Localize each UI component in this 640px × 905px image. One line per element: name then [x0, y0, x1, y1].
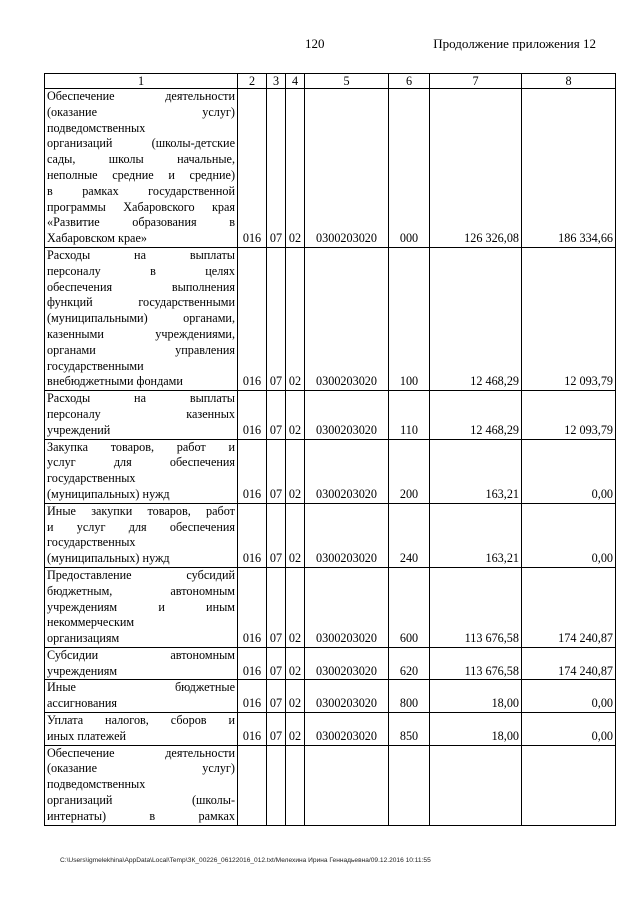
- amount-col-8: 0,00: [522, 439, 616, 503]
- description-line: (муниципальных) нужд: [47, 486, 170, 501]
- section-code: 07: [267, 647, 286, 680]
- description-line: неполные средние и средние): [47, 167, 235, 182]
- subsection-code: 02: [286, 439, 305, 503]
- amount-col-7: 12 468,29: [430, 247, 522, 390]
- description-line: ассигнования: [47, 696, 118, 711]
- ministry-code: [238, 745, 267, 825]
- continuation-label: Продолжение приложения 12: [433, 36, 596, 51]
- description-line: органами управления: [47, 342, 235, 357]
- target-article-code: 0300203020: [305, 680, 389, 713]
- expense-type-code: 620: [389, 647, 430, 680]
- row-description: [45, 567, 238, 647]
- description-line: Иные бюджетные: [47, 680, 235, 695]
- column-header-1: 1: [45, 74, 238, 89]
- description-line: Предоставление субсидий: [47, 567, 235, 582]
- description-line: и услуг для обеспечения: [47, 519, 235, 534]
- subsection-code: [286, 745, 305, 825]
- section-code: 07: [267, 89, 286, 248]
- row-description: [45, 680, 238, 713]
- subsection-code: 02: [286, 713, 305, 746]
- column-header-6: 6: [389, 74, 430, 89]
- description-line: организаций (школы-детские: [47, 136, 235, 151]
- table-header-row: [45, 74, 616, 89]
- target-article-code: 0300203020: [305, 439, 389, 503]
- description-line: «Развитие образования в: [47, 215, 235, 230]
- description-line: Субсидии автономным: [47, 647, 235, 662]
- ministry-code: 016: [238, 391, 267, 439]
- description-line: подведомственных: [47, 777, 146, 792]
- section-code: 07: [267, 680, 286, 713]
- amount-col-8: 174 240,87: [522, 647, 616, 680]
- description-line: Обеспечение деятельности: [47, 89, 235, 103]
- description-line: государственных: [47, 535, 136, 550]
- description-line: Закупка товаров, работ и: [47, 439, 235, 454]
- target-article-code: [305, 745, 389, 825]
- description-line: интернаты) в рамках: [47, 808, 235, 823]
- row-description: [45, 391, 238, 439]
- row-description: [45, 89, 238, 248]
- description-line: (оказание услуг): [47, 104, 235, 119]
- ministry-code: 016: [238, 647, 267, 680]
- section-code: 07: [267, 439, 286, 503]
- table-row: [45, 439, 616, 503]
- description-line: сады, школы начальные,: [47, 152, 235, 167]
- description-line: казенными учреждениями,: [47, 326, 235, 341]
- description-line: некоммерческим: [47, 615, 135, 630]
- description-line: Хабаровском крае»: [47, 231, 147, 246]
- section-code: [267, 745, 286, 825]
- section-code: 07: [267, 503, 286, 567]
- table-row: [45, 567, 616, 647]
- table-row: [45, 247, 616, 390]
- description-line: в рамках государственной: [47, 183, 235, 198]
- description-line: Обеспечение деятельности: [47, 745, 235, 760]
- expense-type-code: [389, 745, 430, 825]
- column-header-4: 4: [286, 74, 305, 89]
- ministry-code: 016: [238, 89, 267, 248]
- description-line: иных платежей: [47, 728, 126, 743]
- table-row: [45, 680, 616, 713]
- row-description: [45, 713, 238, 746]
- description-line: организациям: [47, 631, 120, 646]
- column-header-2: 2: [238, 74, 267, 89]
- target-article-code: 0300203020: [305, 247, 389, 390]
- description-line: (муниципальных) нужд: [47, 551, 170, 566]
- expense-type-code: 100: [389, 247, 430, 390]
- expense-type-code: 000: [389, 89, 430, 248]
- description-line: подведомственных: [47, 120, 146, 135]
- amount-col-8: 0,00: [522, 680, 616, 713]
- row-description: [45, 745, 238, 825]
- subsection-code: 02: [286, 647, 305, 680]
- description-line: учреждений: [47, 422, 111, 437]
- description-line: внебюджетными фондами: [47, 374, 183, 389]
- target-article-code: 0300203020: [305, 89, 389, 248]
- amount-col-7: 113 676,58: [430, 567, 522, 647]
- description-line: Уплата налогов, сборов и: [47, 713, 235, 728]
- description-line: программы Хабаровского края: [47, 199, 235, 214]
- amount-col-7: 18,00: [430, 680, 522, 713]
- expense-type-code: 800: [389, 680, 430, 713]
- footer-file-path: C:\Users\igmelekhina\AppData\Local\Temp\ЗК_00226_06122016_012.txt/Мелехина Ирина Геннадьевна/09.12.2016 10:11:55: [60, 857, 431, 864]
- column-header-7: 7: [430, 74, 522, 89]
- description-line: учреждениям и иным: [47, 599, 235, 614]
- description-line: персоналу казенных: [47, 406, 235, 421]
- table-row: [45, 745, 616, 825]
- amount-col-8: 12 093,79: [522, 391, 616, 439]
- row-description: [45, 439, 238, 503]
- expense-type-code: 850: [389, 713, 430, 746]
- amount-col-7: 126 326,08: [430, 89, 522, 248]
- amount-col-8: 186 334,66: [522, 89, 616, 248]
- description-line: бюджетным, автономным: [47, 583, 235, 598]
- table-row: [45, 713, 616, 746]
- target-article-code: 0300203020: [305, 391, 389, 439]
- subsection-code: 02: [286, 89, 305, 248]
- amount-col-7: [430, 745, 522, 825]
- amount-col-7: 12 468,29: [430, 391, 522, 439]
- column-header-8: 8: [522, 74, 616, 89]
- ministry-code: 016: [238, 439, 267, 503]
- ministry-code: 016: [238, 567, 267, 647]
- subsection-code: 02: [286, 247, 305, 390]
- description-line: организаций (школы-: [47, 793, 235, 808]
- subsection-code: 02: [286, 567, 305, 647]
- amount-col-7: 18,00: [430, 713, 522, 746]
- target-article-code: 0300203020: [305, 647, 389, 680]
- target-article-code: 0300203020: [305, 567, 389, 647]
- ministry-code: 016: [238, 503, 267, 567]
- description-line: Иные закупки товаров, работ: [47, 503, 235, 518]
- column-header-5: 5: [305, 74, 389, 89]
- amount-col-7: 113 676,58: [430, 647, 522, 680]
- description-line: государственных: [47, 471, 136, 486]
- row-description: [45, 503, 238, 567]
- table-row: [45, 647, 616, 680]
- amount-col-8: 0,00: [522, 713, 616, 746]
- amount-col-7: 163,21: [430, 439, 522, 503]
- expense-type-code: 600: [389, 567, 430, 647]
- amount-col-8: 12 093,79: [522, 247, 616, 390]
- subsection-code: 02: [286, 680, 305, 713]
- table-row: [45, 391, 616, 439]
- subsection-code: 02: [286, 503, 305, 567]
- subsection-code: 02: [286, 391, 305, 439]
- section-code: 07: [267, 247, 286, 390]
- target-article-code: 0300203020: [305, 503, 389, 567]
- description-line: обеспечения выполнения: [47, 279, 235, 294]
- expense-type-code: 240: [389, 503, 430, 567]
- ministry-code: 016: [238, 713, 267, 746]
- expense-type-code: 200: [389, 439, 430, 503]
- description-line: персоналу в целях: [47, 263, 235, 278]
- description-line: Расходы на выплаты: [47, 391, 235, 406]
- row-description: [45, 647, 238, 680]
- description-line: Расходы на выплаты: [47, 247, 235, 262]
- expense-type-code: 110: [389, 391, 430, 439]
- description-line: государственными: [47, 358, 144, 373]
- description-line: (оказание услуг): [47, 761, 235, 776]
- ministry-code: 016: [238, 680, 267, 713]
- amount-col-8: 0,00: [522, 503, 616, 567]
- amount-col-8: 174 240,87: [522, 567, 616, 647]
- amount-col-7: 163,21: [430, 503, 522, 567]
- page-header: [0, 36, 640, 54]
- ministry-code: 016: [238, 247, 267, 390]
- section-code: 07: [267, 567, 286, 647]
- section-code: 07: [267, 713, 286, 746]
- table-row: [45, 89, 616, 248]
- table-row: [45, 503, 616, 567]
- description-line: услуг для обеспечения: [47, 455, 235, 470]
- budget-table: [44, 73, 616, 826]
- table-body: [45, 89, 616, 826]
- description-line: учреждениям: [47, 663, 118, 678]
- description-line: (муниципальными) органами,: [47, 311, 235, 326]
- section-code: 07: [267, 391, 286, 439]
- page-number: 120: [305, 36, 325, 51]
- description-line: функций государственными: [47, 295, 235, 310]
- column-header-3: 3: [267, 74, 286, 89]
- row-description: [45, 247, 238, 390]
- amount-col-8: [522, 745, 616, 825]
- target-article-code: 0300203020: [305, 713, 389, 746]
